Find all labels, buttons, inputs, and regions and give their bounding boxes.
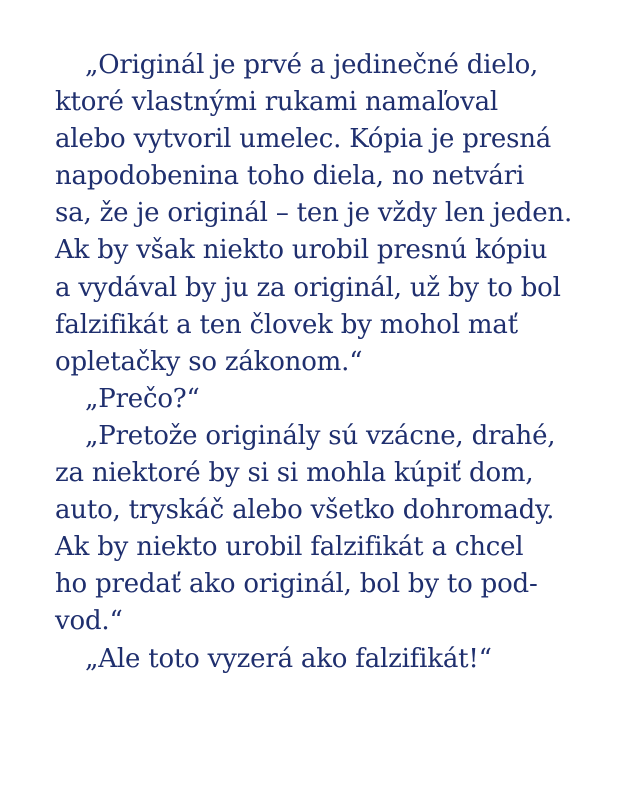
text-line: alebo vytvoril umelec. Kópia je presná — [55, 124, 552, 155]
text-line: ktoré vlastnými rukami namaľoval — [55, 87, 499, 118]
paragraph-4 — [55, 641, 615, 678]
text-line: ho predať ako originál, bol by to pod- — [55, 569, 538, 600]
text-line: Ak by niekto urobil falzifikát a chcel — [55, 532, 524, 563]
text-line: auto, tryskáč alebo všetko dohromady. — [55, 495, 555, 526]
text-line: opletačky so zákonom.“ — [55, 346, 363, 377]
paragraph-1 — [55, 47, 615, 381]
text-line: falzifikát a ten človek by mohol mať — [55, 309, 518, 340]
text-line: vod.“ — [55, 606, 123, 637]
text-line: a vydával by ju za originál, už by to bol — [55, 272, 561, 303]
text-line: sa, že je originál – ten je vždy len jeden. — [55, 198, 573, 229]
text-line: „Ale toto vyzerá ako falzifikát!“ — [85, 643, 492, 674]
text-line: za niektoré by si si mohla kúpiť dom, — [55, 458, 534, 489]
paragraph-2 — [55, 381, 615, 418]
text-line: „Originál je prvé a jedinečné dielo, — [85, 50, 539, 80]
paragraph-3 — [55, 418, 615, 641]
text-line: „Prečo?“ — [85, 383, 200, 414]
text-line: „Pretože originály sú vzácne, drahé, — [85, 420, 556, 451]
text-line: Ak by však niekto urobil presnú kópiu — [55, 235, 548, 266]
text-line: napodobenina toho diela, no netvári — [55, 161, 525, 192]
book-page-text — [55, 47, 615, 678]
